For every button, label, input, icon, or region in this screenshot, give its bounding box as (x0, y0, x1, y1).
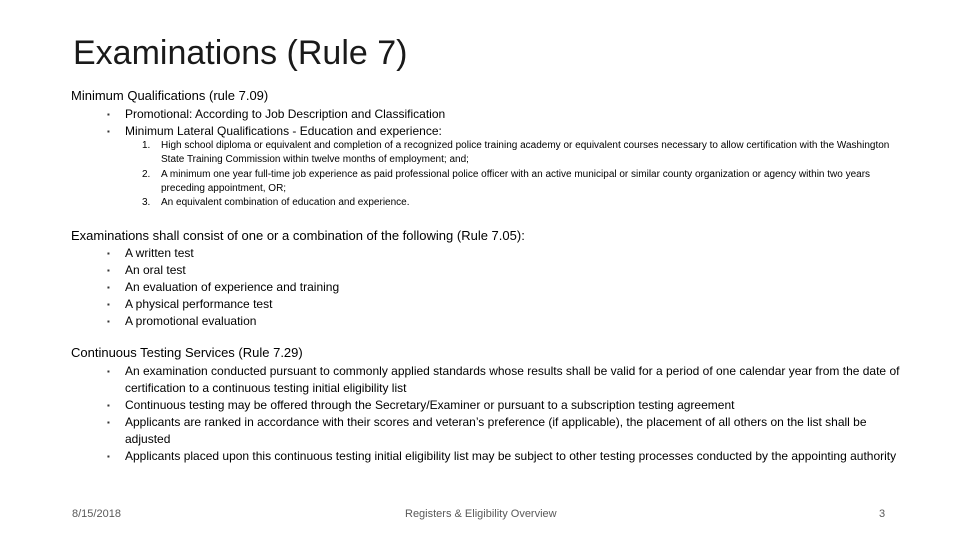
item-text: High school diploma or equivalent and completion of a recognized police training academy or equivalent courses necessary to allow certification with the Washington State Training Commission within twelve months of employment; and; (161, 140, 890, 166)
numbered-item (140, 196, 900, 210)
exams-heading: Examinations shall consist of one or a combination of the following (Rule 7.05): (71, 228, 525, 243)
bullet-icon: ▪ (107, 452, 110, 461)
list-item-text: Continuous testing may be offered through the Secretary/Examiner or pursuant to a subscription testing agreement (125, 398, 735, 412)
list-item-text: A written test (125, 246, 194, 260)
list-item-text: A promotional evaluation (125, 314, 257, 328)
exams-list (107, 245, 339, 330)
bullet-icon: ▪ (107, 300, 110, 309)
list-item (107, 296, 339, 313)
numbered-item (140, 168, 900, 197)
list-item-text: An examination conducted pursuant to commonly applied standards whose results shall be valid for a period of one calendar year from the date of certification to a continuous testing initial eligibility list (125, 364, 900, 395)
numbered-item (140, 139, 900, 168)
slide-title: Examinations (Rule 7) (73, 34, 408, 72)
list-item-text: Promotional: According to Job Description and Classification (125, 107, 446, 121)
bullet-icon: ▪ (107, 127, 110, 136)
continuous-heading: Continuous Testing Services (Rule 7.29) (71, 345, 303, 360)
list-item (107, 397, 907, 414)
list-item-text: Minimum Lateral Qualifications - Education and experience: (125, 124, 442, 138)
bullet-icon: ▪ (107, 110, 110, 119)
item-number: 3. (142, 197, 151, 209)
list-item (107, 245, 339, 262)
min-qual-list (107, 106, 445, 140)
footer-title: Registers & Eligibility Overview (405, 508, 557, 520)
min-qual-heading: Minimum Qualifications (rule 7.09) (71, 88, 269, 103)
item-number: 1. (142, 140, 151, 151)
list-item (107, 279, 339, 296)
min-qual-numbered-list (140, 139, 900, 210)
item-text: An equivalent combination of education and experience. (161, 197, 410, 209)
list-item (107, 448, 907, 465)
footer-date: 8/15/2018 (72, 508, 121, 520)
list-item-text: An oral test (125, 263, 186, 277)
bullet-icon: ▪ (107, 266, 110, 275)
footer-page-number: 3 (879, 508, 886, 520)
list-item-text: A physical performance test (125, 297, 273, 311)
list-item (107, 262, 339, 279)
bullet-icon: ▪ (107, 367, 110, 376)
bullet-icon: ▪ (107, 418, 110, 427)
list-item (107, 414, 907, 448)
list-item-text: Applicants are ranked in accordance with their scores and veteran’s preference (if applicable), the placement of all others on the list shall be adjusted (125, 415, 867, 446)
list-item (107, 313, 339, 330)
list-item (107, 363, 907, 397)
item-number: 2. (142, 168, 151, 180)
bullet-icon: ▪ (107, 283, 110, 292)
bullet-icon: ▪ (107, 317, 110, 326)
bullet-icon: ▪ (107, 401, 110, 410)
list-item (107, 106, 445, 123)
continuous-list (107, 363, 907, 465)
bullet-icon: ▪ (107, 249, 110, 258)
list-item (107, 123, 445, 140)
list-item-text: Applicants placed upon this continuous testing initial eligibility list may be subject to other testing processes conducted by the appointing authority (125, 449, 897, 463)
item-text: A minimum one year full-time job experience as paid professional police officer with an active municipal or similar county organization or agency within two years preceding appointment, OR; (161, 168, 871, 194)
list-item-text: An evaluation of experience and training (125, 280, 340, 294)
